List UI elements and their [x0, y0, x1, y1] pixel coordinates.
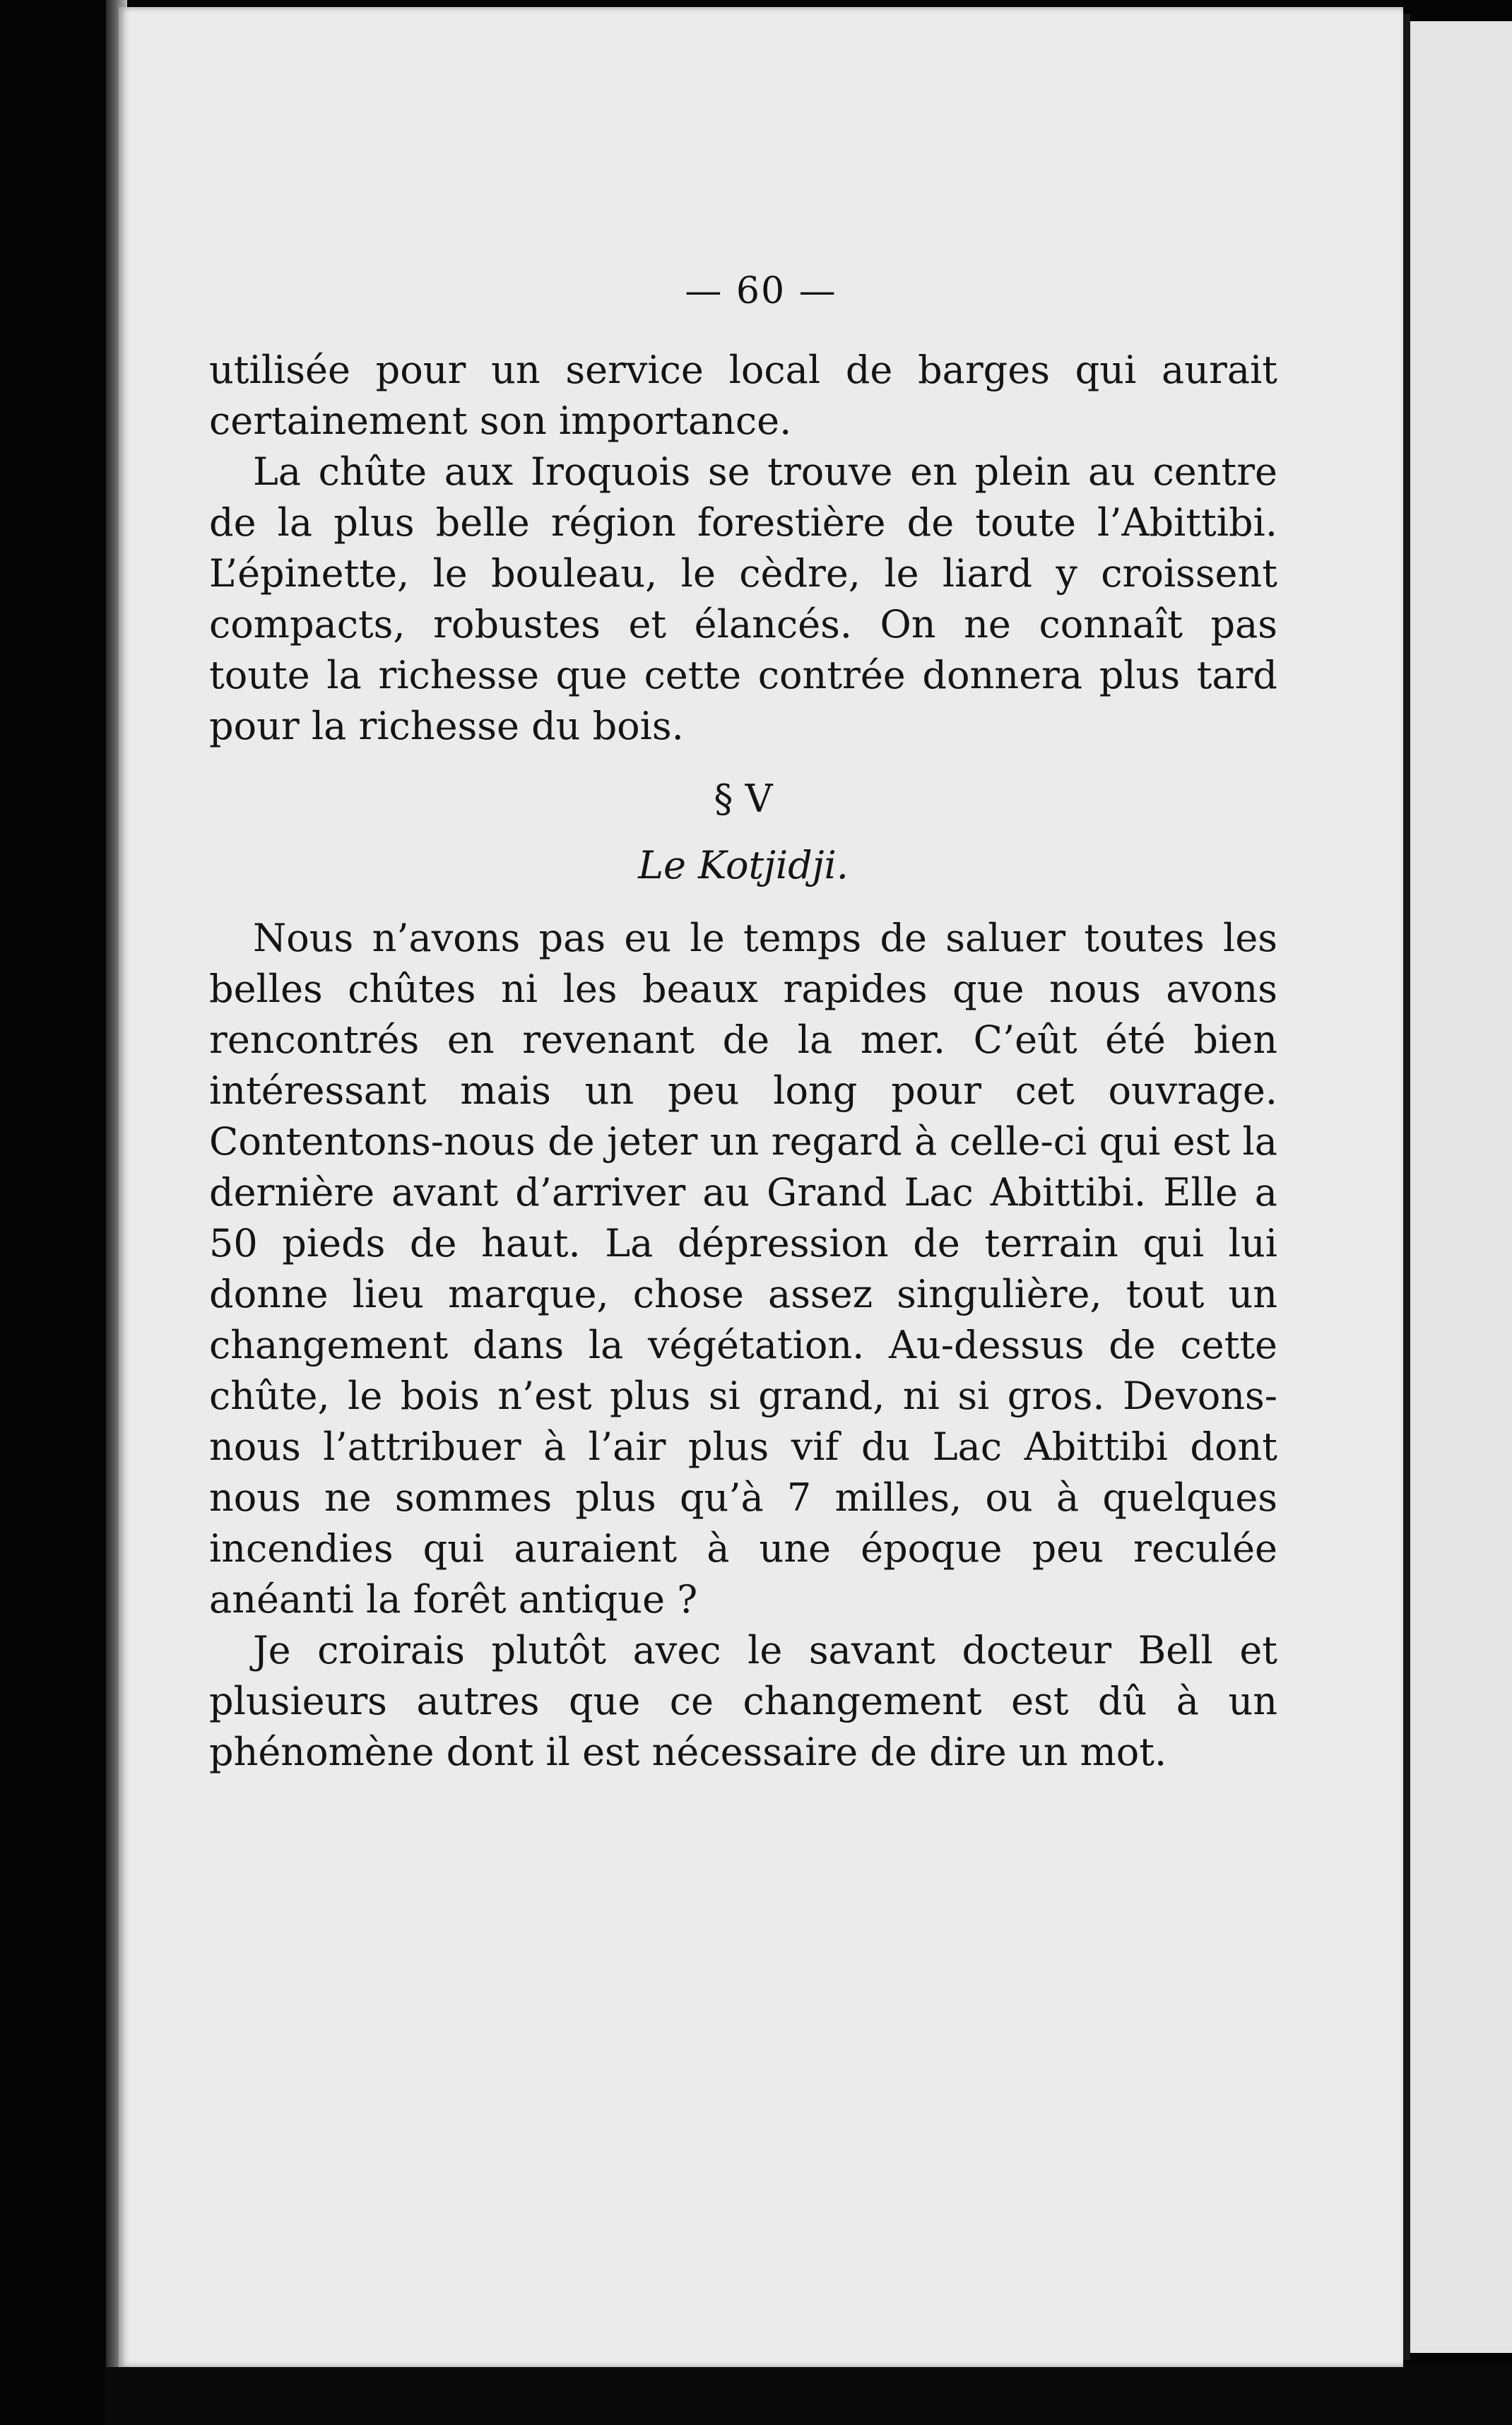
- page-gutter: [1403, 14, 1410, 2360]
- section-title: Le Kotjidji.: [638, 843, 849, 887]
- adjacent-page-edge: [1410, 21, 1512, 2353]
- paragraph-bell: Je croirais plutôt avec le savant docteur Bell et plusieurs autres que ce changement est dû à un phénomène dont il est nécessaire de dire un mot.: [209, 1628, 1277, 1774]
- paragraph-kotjidji: Nous n’avons pas eu le temps de saluer toutes les belles chûtes ni les beaux rapides que nous avons rencontrés en revenant de la mer. C’eût été bien intéressant mais un peu long pour cet ouvrage. Contentons-nous de jeter un regard à celle-ci qui est la dernière avant d’arriver au Grand Lac Abittibi. Elle a 50 pieds de haut. La dépression de terrain qui lui donne lieu marque, chose assez singulière, tout un changement dans la végétation. Au-dessus de cette chûte, le bois n’est plus si grand, ni si gros. Devons-nous l’attribuer à l’air plus vif du Lac Abittibi dont nous ne sommes plus qu’à 7 milles, ou à quelques incendies qui auraient à une époque peu reculée anéanti la forêt antique ?: [209, 916, 1277, 1622]
- section-heading: § V: [714, 777, 773, 821]
- scan-bottom-edge: [106, 2367, 1512, 2425]
- page-number: — 60 —: [685, 270, 837, 312]
- page-body: [209, 345, 1277, 1778]
- paragraph-continuation: utilisée pour un service local de barges qui aurait certainement son importance.: [209, 348, 1277, 443]
- paragraph-iroquois-falls: La chûte aux Iroquois se trouve en plein au centre de la plus belle région forestière de toute l’Abittibi. L’épinette, le bouleau, le cèdre, le liard y croissent compacts, robustes et élancés. On ne connaît pas toute la richesse que cette contrée donnera plus tard pour la richesse du bois.: [209, 449, 1277, 748]
